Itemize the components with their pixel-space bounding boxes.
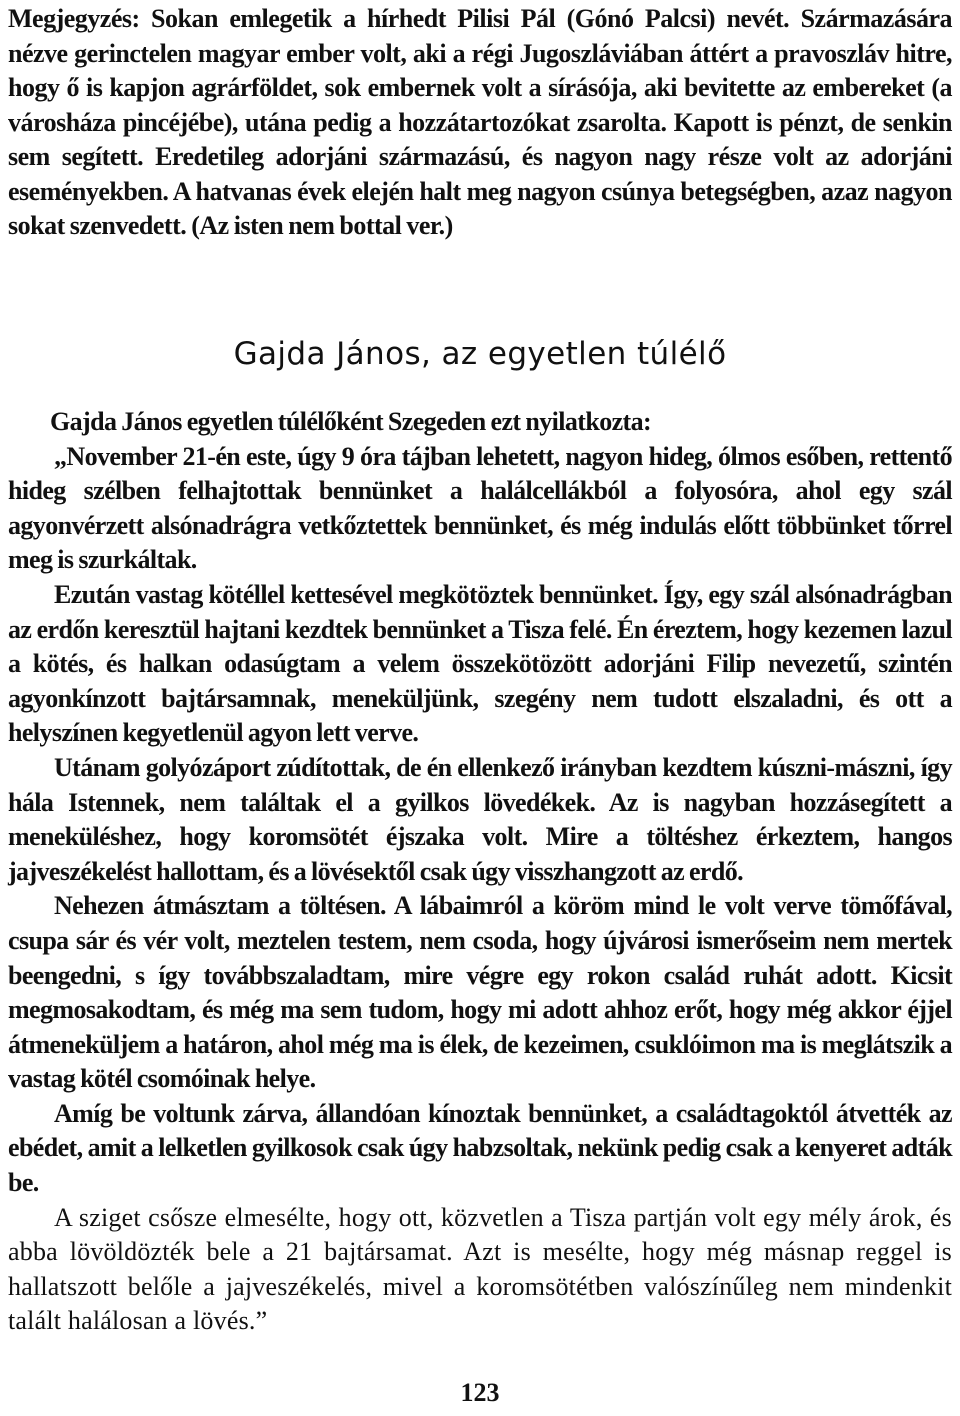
section-heading: Gajda János, az egyetlen túlélő	[233, 336, 727, 372]
book-page	[8, 0, 952, 1416]
footnote-paragraph: Megjegyzés: Sokan emlegetik a hírhedt Pilisi Pál (Gónó Palcsi) nevét. Származására nézve gerinctelen magyar ember volt, aki a régi Jugoszláviában áttért a pravoszláv hitre, hogy ő is kapjon agrárföldet, sok embernek volt a sírásója, aki bevitette az embereket (a városháza pincéjébe), utána pedig a hozzátartozókat zsarolta. Kapott is pénzt, de senkin sem segített. Eredetileg adorjáni származású, és nagyon nagy része volt az adorjáni eseményekben. A hatvanas évek elején halt meg nagyon csúnya betegségben, azaz nagyon sokat szenvedett. (Az isten nem bottal ver.)	[8, 4, 952, 240]
body-text	[8, 405, 952, 1339]
paragraph: Amíg be voltunk zárva, állandóan kínoztak bennünket, a családtagoktól átvették az ebédet, amit a lelketlen gyilkosok csak úgy habzsoltak, nekünk pedig csak a kenyeret adták be.	[8, 1098, 952, 1198]
paragraph: Ezután vastag kötéllel kettesével megkötöztek bennünket. Így, egy szál alsónadrágban az erdőn keresztül hajtani kezdtek bennünket a Tisza felé. Én éreztem, hogy kezemen lazul a kötés, és halkan odasúgtam a velem összekötözött adorjáni Filip nevezetű, szintén agyonkínzott bajtársamnak, meneküljünk, szegény nem tudott elszaladni, és ott a helyszínen kegyetlenül agyon lett verve.	[8, 579, 952, 748]
paragraph: „November 21-én este, úgy 9 óra tájban lehetett, nagyon hideg, ólmos esőben, rettentő hideg szélben felhajtottak bennünket a halálcellákból a folyosóra, ahol egy szál agyonvérzett alsónadrágra vetkőztettek bennünket, és még indulás előtt többünket tőrrel meg is szurkáltak.	[8, 441, 952, 575]
paragraph: Utánam golyózáport zúdítottak, de én ellenkező irányban kezdtem kúszni-mászni, így hála Istennek, nem találtak el a gyilkos lövedékek. Az is nagyban hozzásegített a meneküléshez, hogy koromsötét éjszaka volt. Mire a töltéshez érkeztem, hangos jajveszékelést hallottam, és a lövésektől csak úgy visszhangzott az erdő.	[8, 752, 952, 886]
page-number: 123	[460, 1378, 500, 1407]
paragraph: Nehezen átmásztam a töltésen. A lábaimról a köröm mind le volt verve tömőfával, csupa sár és vér volt, meztelen testem, nem csoda, hogy újvárosi ismerőseim nem mertek beengedni, s így továbbszaladtam, mire végre egy rokon család ruhát adott. Kicsit megmosakodtam, és még ma sem tudom, hogy mi adott ahhoz erőt, hogy még akkor éjjel átmeneküljem a határon, ahol még ma is élek, de kezeimen, csuklóimon ma is meglátszik a vastag kötél csomóinak helye.	[8, 891, 952, 1094]
paragraph: A sziget csősze elmesélte, hogy ott, közvetlen a Tisza partján volt egy mély árok, és abba lövöldözték bele a 21 bajtársamat. Azt is mesélte, hogy még másnap reggel is hallatszott belőle a jajveszékelés, mivel a koromsötétben valószínűleg nem mindenkit talált halálosan a lövés.”	[8, 1202, 952, 1336]
paragraph-intro: Gajda János egyetlen túlélőként Szegeden ezt nyilatkozta:	[50, 407, 652, 436]
